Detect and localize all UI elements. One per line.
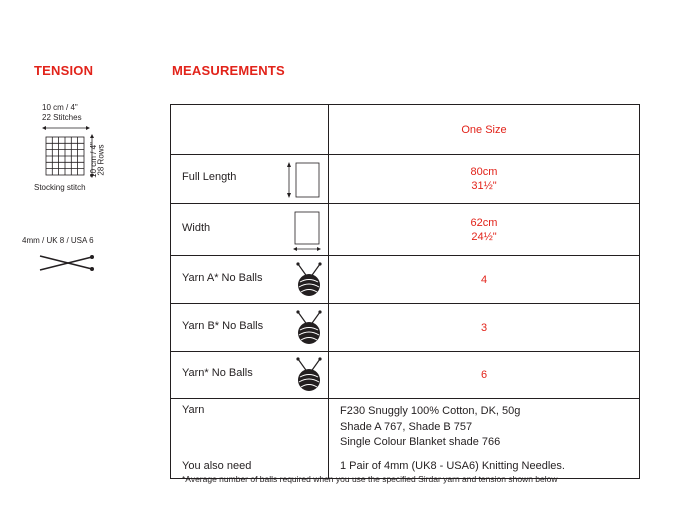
yarn-line: Shade A 767, Shade B 757	[340, 420, 473, 433]
yarn-a-balls: 4	[329, 256, 640, 304]
size-header: One Size	[329, 105, 640, 155]
tension-heading: TENSION	[34, 63, 94, 78]
tension-stitches-label: 22 Stitches	[42, 113, 82, 122]
table-row-yarn	[171, 399, 640, 479]
yarn-b-balls: 3	[329, 304, 640, 352]
yarn-line: F230 Snuggly 100% Cotton, DK, 50g	[340, 405, 521, 417]
table-header-row	[171, 105, 640, 155]
yarn-ball-icon	[292, 262, 326, 298]
full-length-icon	[284, 161, 324, 199]
also-need-label: You also need	[182, 460, 252, 472]
width-icon	[289, 210, 325, 252]
column-divider	[328, 399, 329, 478]
knitting-needles-icon	[36, 252, 98, 274]
width-cm: 62cm	[470, 216, 498, 229]
table-row	[171, 352, 640, 399]
yarn-details	[340, 404, 520, 451]
table-row	[171, 256, 640, 304]
tension-swatch-icon	[36, 122, 126, 192]
tension-width-label: 10 cm / 4"	[42, 103, 78, 112]
stitch-type-label: Stocking stitch	[34, 183, 86, 192]
tension-rows-label: 28 Rows	[96, 144, 106, 176]
yarn-ball-icon	[292, 357, 326, 393]
tension-height-label: 10 cm / 4"	[88, 142, 98, 178]
row-label: Full Length	[182, 171, 237, 183]
measurements-table	[170, 104, 640, 479]
row-label: Yarn A* No Balls	[182, 272, 263, 284]
footnote: *Average number of balls required when you use the specified Sirdar yarn and tension shown below	[182, 474, 558, 484]
table-row	[171, 304, 640, 352]
table-row	[171, 155, 640, 204]
table-row	[171, 204, 640, 256]
tension-side-labels	[88, 131, 106, 191]
full-length-in: 31½"	[471, 180, 497, 192]
yarn-label: Yarn	[182, 404, 205, 416]
row-label: Yarn* No Balls	[182, 367, 253, 379]
yarn-balls: 6	[329, 352, 640, 399]
width-in: 24½"	[471, 230, 497, 243]
full-length-cm: 80cm	[470, 166, 498, 178]
yarn-line: Single Colour Blanket shade 766	[340, 436, 501, 448]
measurements-heading: MEASUREMENTS	[172, 63, 285, 78]
row-label: Yarn B* No Balls	[182, 320, 264, 332]
yarn-ball-icon	[292, 310, 326, 346]
also-need-value: 1 Pair of 4mm (UK8 - USA6) Knitting Needles.	[340, 460, 565, 472]
needle-size-label: 4mm / UK 8 / USA 6	[22, 236, 94, 245]
row-label: Width	[182, 222, 211, 234]
